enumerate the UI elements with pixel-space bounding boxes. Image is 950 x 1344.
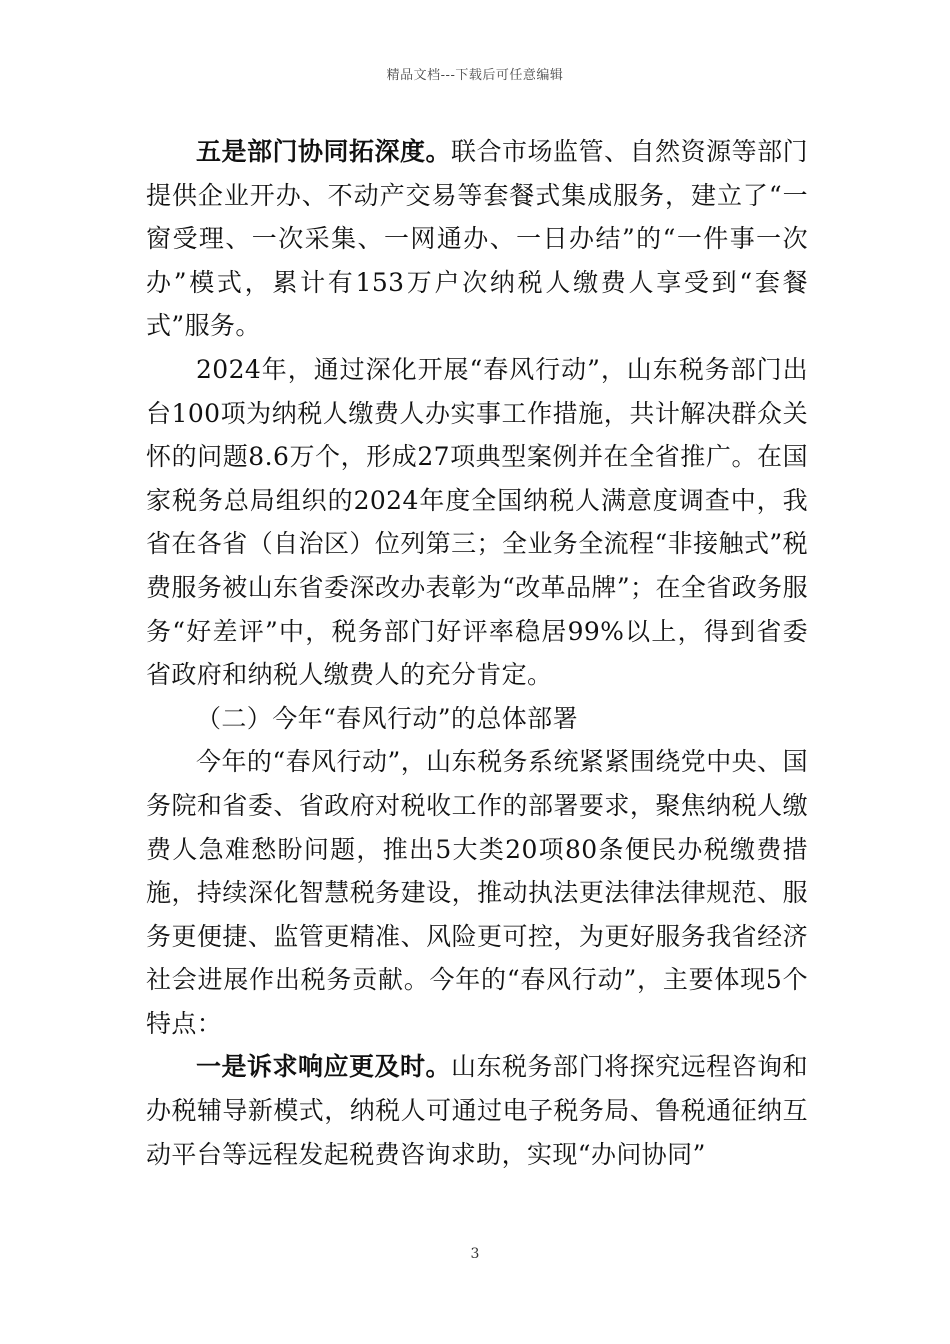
paragraph-timely-response bbox=[146, 1045, 808, 1176]
paragraph-text: 今年的“春风行动”，山东税务系统紧紧围绕党中央、国务院和省委、省政府对税收工作的部署要求，聚焦纳税人缴费人急难愁盼问题，推出5大类20项80条便民办税缴费措施，持续深化智慧税务建设，推动执法更法律法律规范、服务更便捷、监管更精准、风险更可控，为更好服务我省经济社会进展作出税务贡献。今年的“春风行动”，主要体现5个特点： bbox=[146, 747, 808, 1038]
page-header: 精品文档---下载后可任意编辑 bbox=[386, 68, 564, 83]
section-heading-text: （二）今年“春风行动”的总体部署 bbox=[196, 703, 578, 733]
section-heading bbox=[146, 697, 808, 741]
paragraph-overall-deployment bbox=[146, 740, 808, 1045]
page-number: 3 bbox=[470, 1246, 480, 1262]
paragraph-lead: 一是诉求响应更及时。 bbox=[196, 1052, 452, 1082]
document-body bbox=[146, 130, 808, 1176]
paragraph-text: 联合市场监管、自然资源等部门提供企业开办、不动产交易等套餐式集成服务，建立了“一窗受理、一次采集、一网通办、一日办结”的“一件事一次办”模式，累计有153万户次纳税人缴费人享受到“套餐式”服务。 bbox=[146, 137, 808, 341]
paragraph-text: 2024年，通过深化开展“春风行动”，山东税务部门出台100项为纳税人缴费人办实事工作措施，共计解决群众关怀的问题8.6万个，形成27项典型案例并在全省推广。在国家税务总局组织的2024年度全国纳税人满意度调查中，我省在各省（自治区）位列第三；全业务全流程“非接触式”税费服务被山东省委深改办表彰为“改革品牌”；在全省政务服务“好差评”中，税务部门好评率稳居99%以上，得到省委省政府和纳税人缴费人的充分肯定。 bbox=[146, 354, 808, 690]
paragraph-text: 山东税务部门将探究远程咨询和办税辅导新模式，纳税人可通过电子税务局、鲁税通征纳互动平台等远程发起税费咨询求助，实现“办问协同” bbox=[146, 1052, 808, 1169]
paragraph-department-coordination bbox=[146, 130, 808, 348]
paragraph-lead: 五是部门协同拓深度。 bbox=[196, 137, 452, 166]
paragraph-2024-results bbox=[146, 348, 808, 697]
